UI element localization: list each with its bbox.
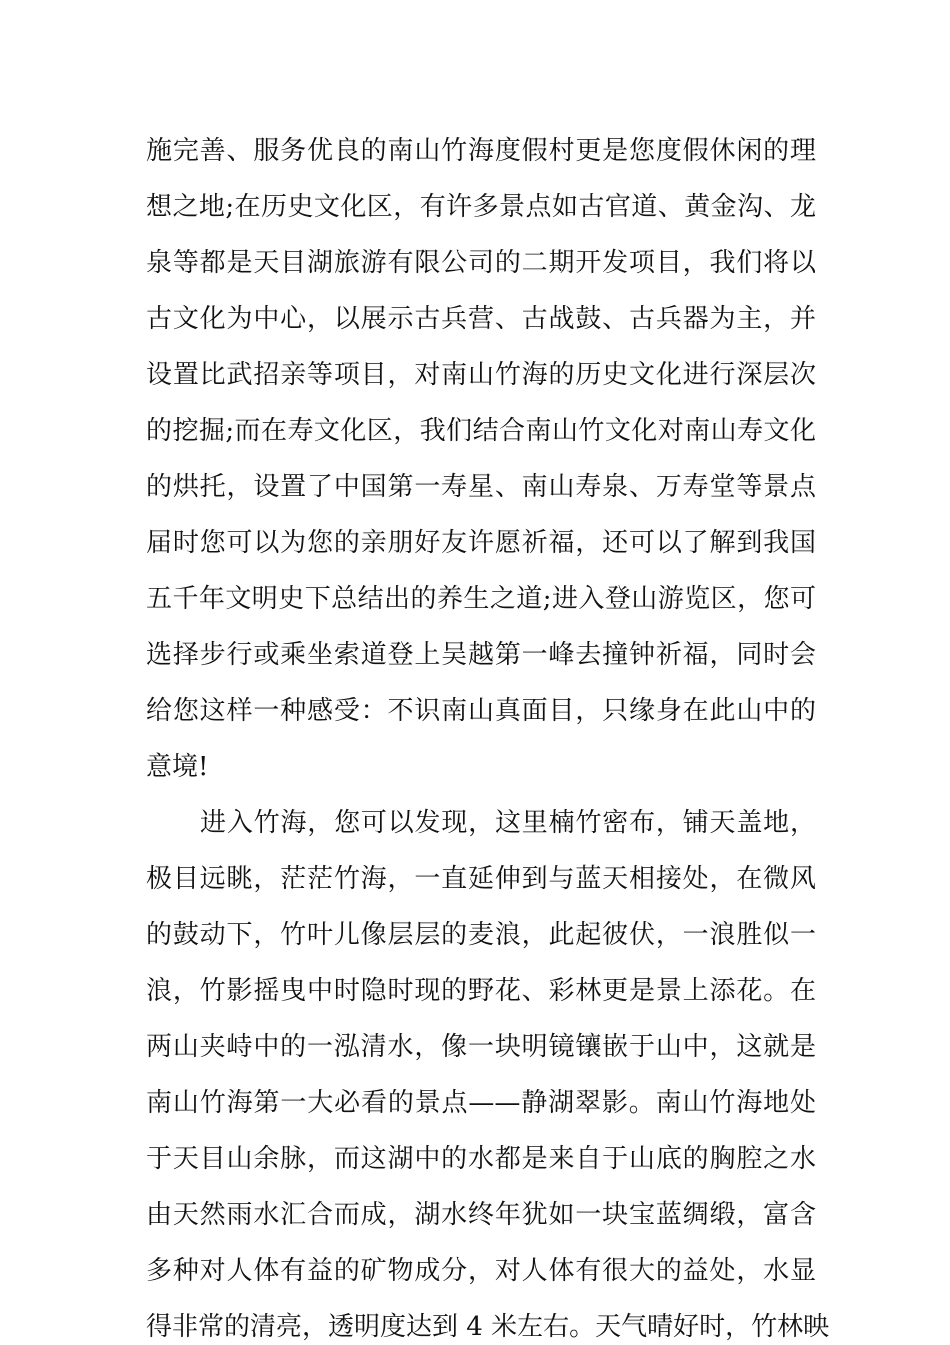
text-line: 设置比武招亲等项目，对南山竹海的历史文化进行深层次 — [146, 360, 816, 390]
text-line: 的鼓动下，竹叶儿像层层的麦浪，此起彼伏，一浪胜似一 — [146, 920, 816, 950]
text-line: 于天目山余脉，而这湖中的水都是来自于山底的胸腔之水 — [146, 1144, 816, 1174]
text-line: 施完善、服务优良的南山竹海度假村更是您度假休闲的理 — [146, 136, 816, 166]
text-line: 浪，竹影摇曳中时隐时现的野花、彩林更是景上添花。在 — [146, 976, 816, 1006]
text-line: 多种对人体有益的矿物成分，对人体有很大的益处，水显 — [146, 1256, 816, 1286]
text-line: 古文化为中心，以展示古兵营、古战鼓、古兵器为主，并 — [146, 304, 816, 334]
text-line: 极目远眺，茫茫竹海，一直延伸到与蓝天相接处，在微风 — [146, 864, 816, 894]
text-line: 意境! — [146, 752, 209, 782]
text-line: 泉等都是天目湖旅游有限公司的二期开发项目，我们将以 — [146, 248, 816, 278]
text-line: 想之地;在历史文化区，有许多景点如古官道、黄金沟、龙 — [146, 192, 816, 222]
text-line: 的挖掘;而在寿文化区，我们结合南山竹文化对南山寿文化 — [146, 416, 816, 446]
text-line: 选择步行或乘坐索道登上吴越第一峰去撞钟祈福，同时会 — [146, 640, 816, 670]
text-line: 五千年文明史下总结出的养生之道;进入登山游览区，您可 — [146, 584, 816, 614]
text-line: 届时您可以为您的亲朋好友许愿祈福，还可以了解到我国 — [146, 528, 816, 558]
paragraph-first-line: 进入竹海，您可以发现，这里楠竹密布，铺天盖地， — [200, 808, 816, 838]
text-line: 南山竹海第一大必看的景点——静湖翠影。南山竹海地处 — [146, 1088, 816, 1118]
text-line: 的烘托，设置了中国第一寿星、南山寿泉、万寿堂等景点 — [146, 472, 816, 502]
text-line: 给您这样一种感受：不识南山真面目，只缘身在此山中的 — [146, 696, 816, 726]
text-line: 得非常的清亮，透明度达到 4 米左右。天气晴好时，竹林映 — [146, 1312, 830, 1342]
text-line: 两山夹峙中的一泓清水，像一块明镜镶嵌于山中，这就是 — [146, 1032, 816, 1062]
text-line: 由天然雨水汇合而成，湖水终年犹如一块宝蓝绸缎，富含 — [146, 1200, 816, 1230]
